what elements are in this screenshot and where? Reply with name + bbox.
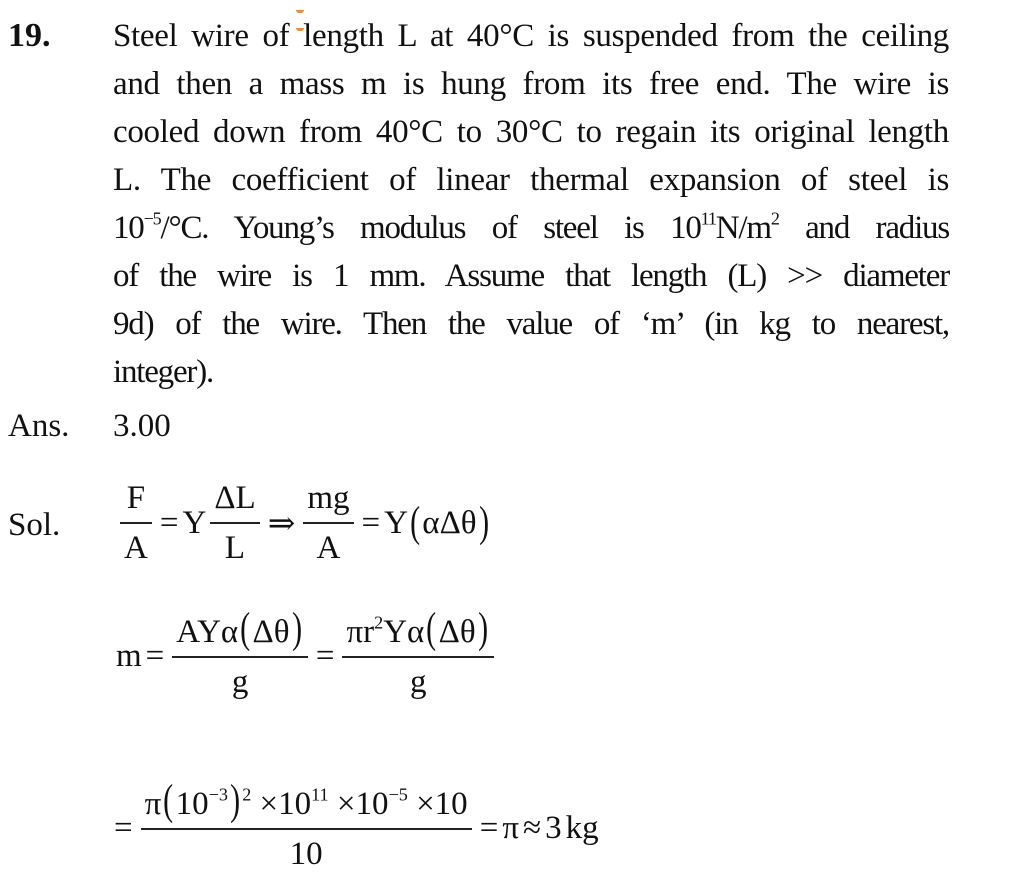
- coef-exponent: −5: [143, 208, 161, 229]
- answer-value: 3.00: [113, 408, 171, 444]
- question-line-2: and then a mass m is hung from its free end. The wire is: [113, 66, 949, 102]
- implies-arrow-icon: ⇒: [267, 506, 296, 542]
- fraction-mg-over-a: $\frac{mg}{A}$: [303, 476, 353, 570]
- unit-text: N/m: [715, 210, 771, 246]
- question-number: 19.: [8, 17, 51, 54]
- equation-numeric: = $\frac{\pi(10^{-3}) ^2 \times 10^{11} \times 10^{-5} \times 10}{10}$ = π ≈ 3 kg: [110, 780, 599, 876]
- equation-stress-strain: $\frac{F}{A}$ = Y $\frac{\Delta L}{L}$ ⇒ $\frac{mg}{A}$ = Y ( αΔθ ): [116, 476, 491, 570]
- question-line-4: L. The coefficient of linear thermal expansion of steel is: [113, 162, 949, 198]
- question-line-8: integer).: [113, 354, 214, 390]
- final-result: 3: [545, 809, 562, 846]
- fraction-ay-alpha: $\frac{\text{AYα(Δθ)}}{g}$: [172, 608, 308, 704]
- equation-mass: m = $\frac{\text{AYα(Δθ)}}{g}$ = $\frac{\pi r^2Y\alpha(\Delta\theta)}{g}$: [116, 608, 498, 704]
- youngs-exponent: 11: [700, 208, 716, 229]
- fraction-numeric: $\frac{\pi(10^{-3}) ^2 \times 10^{11} \times 10^{-5} \times 10}{10}$: [141, 780, 472, 876]
- answer-label: Ans.: [8, 408, 70, 444]
- coef-base: 10: [113, 210, 144, 246]
- unit-exponent: 2: [770, 208, 779, 229]
- youngs-text: /°C. Young’s modulus of steel is 10: [160, 210, 701, 246]
- question-line-6: of the wire is 1 mm. Assume that length (L) >> diameter: [113, 258, 949, 294]
- fraction-dl-over-l: $\frac{\Delta L}{L}$: [210, 476, 259, 570]
- final-unit: kg: [565, 809, 599, 846]
- fraction-f-over-a: $\frac{F}{A}$: [120, 476, 152, 570]
- fraction-pi-r2: $\frac{\pi r^2Y\alpha(\Delta\theta)}{g}$: [342, 608, 493, 704]
- question-line-7: 9d) of the wire. Then the value of ‘m’ (in kg to nearest,: [113, 306, 949, 342]
- question-line-5: [113, 204, 949, 252]
- question-text: [113, 12, 949, 396]
- question-line-1: Steel wire of length L at 40°C is suspended from the ceiling: [113, 18, 949, 54]
- solution-label: Sol.: [8, 507, 61, 543]
- question-line-3: cooled down from 40°C to 30°C to regain its original length: [113, 114, 949, 150]
- top-crop-artifact: [296, 0, 326, 4]
- radius-text: and radius: [778, 210, 949, 246]
